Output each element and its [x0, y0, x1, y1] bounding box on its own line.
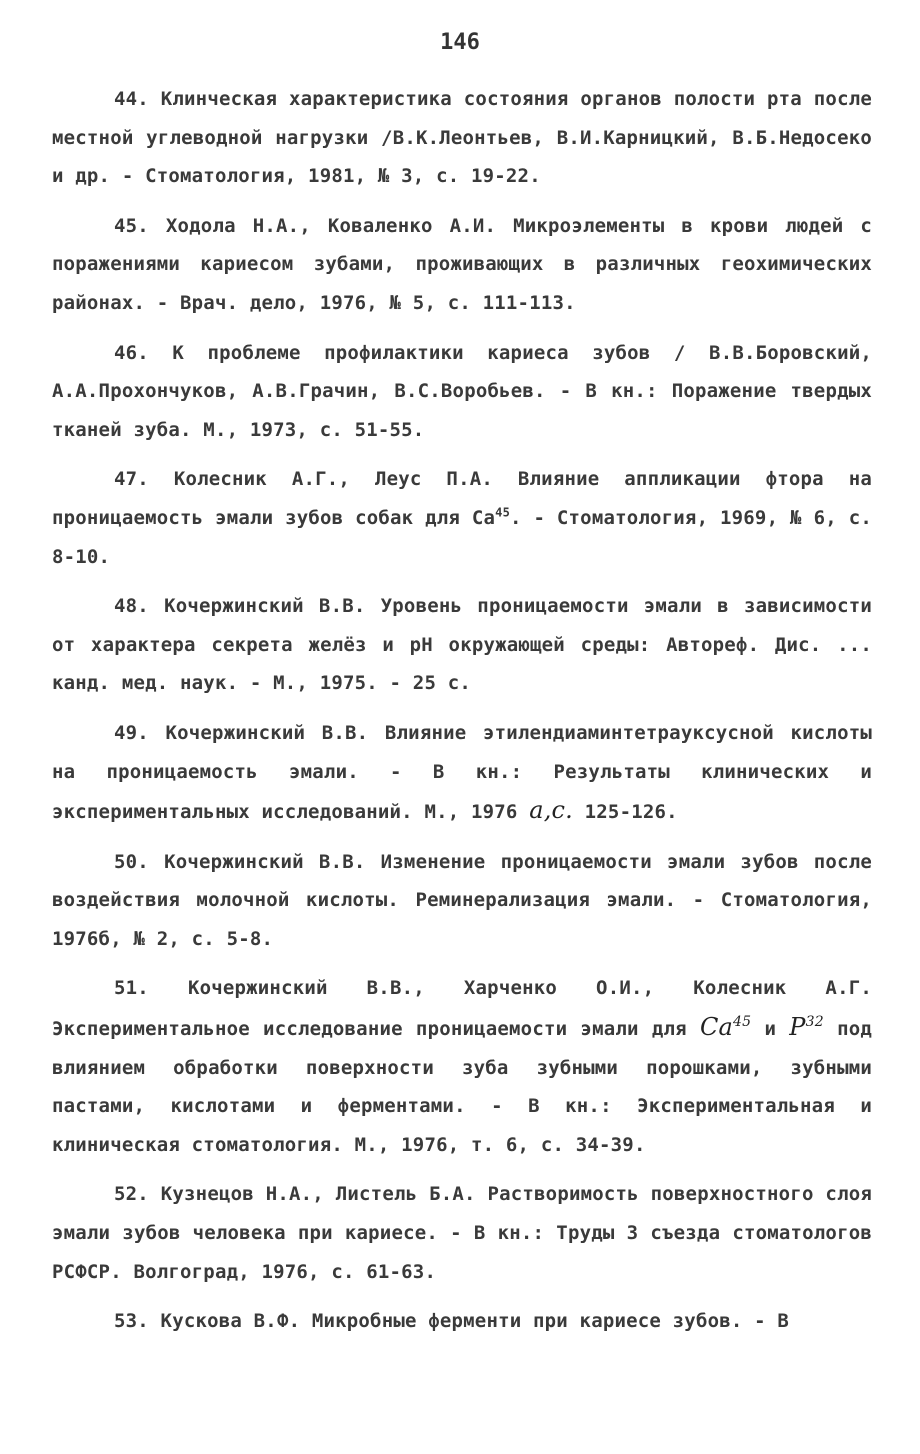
bibliography-entry-45	[52, 207, 872, 323]
entry-text-continued: . - Стоматология, 1969, № 6, с. 8-10.	[52, 506, 873, 568]
bibliography-entry-50	[52, 843, 872, 959]
bibliography-entry-49	[52, 714, 872, 832]
bibliography-entry-44	[52, 80, 872, 196]
handwritten-p-superscript: 32	[805, 1014, 824, 1031]
bibliography-entry-51	[52, 969, 872, 1164]
handwritten-phosphorus-symbol	[789, 1013, 824, 1041]
entry-text: 51. Кочержинский В.В., Харченко О.И., Колесник А.Г. Экспериментальное исследование проницаемости эмали для	[52, 977, 872, 1041]
page-number: 146	[440, 30, 480, 55]
entry-text: 45. Ходола Н.А., Коваленко А.И. Микроэлементы в крови людей с поражениями кариесом зубами, проживающих в различных геохимических районах. - Врач. дело, 1976, № 5, с. 111-113.	[52, 214, 872, 314]
handwritten-annotation: а,с.	[529, 796, 574, 825]
entry-text: 48. Кочержинский В.В. Уровень проницаемости эмали в зависимости от характера секрета желёз и pH окружающей среды: Автореф. Дис. ... канд. мед. наук. - М., 1975. - 25 с.	[52, 595, 872, 695]
handwritten-ca: Ca	[699, 1013, 734, 1042]
entry-text-continued: 125-126.	[573, 801, 678, 824]
entry-text-conjunction: и	[751, 1018, 790, 1041]
bibliography-entry-46	[52, 334, 872, 450]
entry-text: 49. Кочержинский В.В. Влияние этилендиаминтетрауксусной кислоты на проницаемость эмали. - В кн.: Результаты клинических и экспериментальных исследований. М., 1976	[52, 721, 872, 824]
entry-text: 50. Кочержинский В.В. Изменение проницаемости эмали зубов после воздействия молочной кислоты. Реминерализация эмали. - Стоматология, 1976б, № 2, с. 5-8.	[52, 850, 872, 950]
bibliography-entry-53	[52, 1302, 872, 1341]
entry-text: 52. Кузнецов Н.А., Листель Б.А. Растворимость поверхностного слоя эмали зубов человека при кариесе. - В кн.: Труды 3 съезда стоматологов РСФСР. Волгоград, 1976, с. 61-63.	[52, 1183, 872, 1283]
handwritten-calcium-symbol	[700, 1013, 751, 1041]
bibliography-entry-47	[52, 460, 872, 576]
entry-text: 44. Клинческая характеристика состояния органов полости рта после местной углеводной нагрузки /В.К.Леонтьев, В.И.Карницкий, В.Б.Недосеко и др. - Стоматология, 1981, № 3, с. 19-22.	[52, 88, 872, 188]
entry-text: 47. Колесник А.Г., Леус П.А. Влияние аппликации фтора на проницаемость эмали зубов собак для Ca	[52, 468, 872, 529]
bibliography-list	[52, 80, 872, 1341]
entry-text: 53. Кускова В.Ф. Микробные ферменти при кариесе зубов. - В	[114, 1310, 790, 1333]
handwritten-ca-superscript: 45	[733, 1014, 752, 1031]
isotope-superscript: 45	[495, 505, 510, 520]
entry-text-continued: под влиянием обработки поверхности зуба зубными порошками, зубными пастами, кислотами и ферментами. - В кн.: Экспериментальная и клиническая стоматология. М., 1976, т. 6, с. 34-39.	[52, 1018, 872, 1156]
bibliography-entry-48	[52, 587, 872, 703]
entry-text: 46. К проблеме профилактики кариеса зубов / В.В.Боровский, А.А.Прохончуков, А.В.Грачин, В.С.Воробьев. - В кн.: Поражение твердых тканей зуба. М., 1973, с. 51-55.	[52, 341, 872, 441]
handwritten-p: P	[789, 1013, 806, 1042]
bibliography-entry-52	[52, 1175, 872, 1291]
